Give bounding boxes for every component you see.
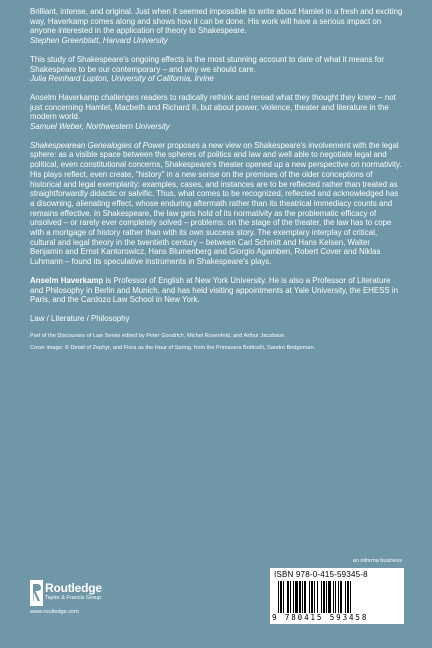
barcode-bar xyxy=(338,581,339,613)
cover-credit: Cover image: © Detail of Zephyr, and Flora as the Hour of Spring, from the Primavera Botticelli, Sandro Bridgeman. xyxy=(30,344,316,351)
informa-label: an informa business xyxy=(352,558,402,564)
blurb-quote: Anselm Haverkamp challenges readers to radically rethink and reread what they thought they knew – not just concerning Hamlet, Macbeth and Richard II, but about power, violence, theater and literature in the modern world. xyxy=(30,92,396,122)
barcode-bar xyxy=(321,581,322,613)
barcode-bar xyxy=(278,581,279,613)
barcode-bar xyxy=(347,581,349,613)
barcode-digits: 9 780415 593458 xyxy=(272,613,369,622)
blurb-lupton xyxy=(30,55,404,84)
isbn-barcode xyxy=(270,568,404,624)
barcode-bar xyxy=(280,581,282,613)
book-description xyxy=(30,141,404,267)
footer xyxy=(30,558,404,632)
barcode-bar xyxy=(340,581,342,613)
barcode-bar xyxy=(295,581,298,613)
barcode-bar xyxy=(323,581,325,613)
blurb-attribution: Samuel Weber, Northwestern University xyxy=(30,122,170,132)
barcode-bar xyxy=(311,581,313,613)
barcode-bar xyxy=(326,581,327,613)
barcode-bars xyxy=(278,581,396,613)
barcode-bar xyxy=(309,581,310,613)
barcode-bar xyxy=(299,581,301,613)
blurb-greenblatt xyxy=(30,7,404,46)
isbn-label: ISBN 978-0-415-59345-8 xyxy=(274,570,368,579)
routledge-r-icon xyxy=(30,580,43,606)
book-title: Shakespearean Genealogies of Power xyxy=(30,140,166,150)
description-body: proposes a new view on Shakespeare's involvement with the legal sphere: as a visible space between the spheres of politics and law and well able to negotiate legal and political, even constitutional concerns, Shakespeare's theater opened up a new perspective on normativity. His plays reflect, even create, "history" in a new sense on the premises of the older conceptions of historical and legal exemplarity: examples, cases, and instances are to be reflected rather than treated as straightforwardly didactic or salvific. Thus, what comes to be recognized, reflected and acknowledged has a disowning, alienating effect, whose enduring aftermath rather than its theatrical immediacy counts and remains effective. In Shakespeare, the law gets hold of its normativity as the problematic efficacy of unsolved – or rarely ever completely solved – problems: on the stage of the theater, the law has to cope with a mortgage of history rather than with its own success story. The exemplary interplay of critical, cultural and legal theory in the twentieth century – between Carl Schmitt and Hans Kelsen, Walter Benjamin and Ernst Kantorowicz, Hans Blumenberg and Giorgio Agamben, Robert Cover and Niklas Luhmann – found its speculative instruments in Shakespeare's plays. xyxy=(30,140,402,267)
author-name: Anselm Haverkamp xyxy=(30,275,104,285)
barcode-bar xyxy=(333,581,334,613)
barcode-bar xyxy=(287,581,289,613)
barcode-bar xyxy=(350,581,351,613)
publisher-name: Routledge xyxy=(45,581,102,595)
blurb-quote: This study of Shakespeare's ongoing effects is the most stunning account to date of what it means for Shakespeare to be our contemporary – and why we should care. xyxy=(30,54,385,74)
barcode-bar xyxy=(283,581,284,613)
barcode-bar xyxy=(290,581,291,613)
author-bio xyxy=(30,276,404,305)
publisher-logo xyxy=(30,580,150,620)
blurb-quote: Brilliant, intense, and original. Just when it seemed impossible to write about Hamlet in a fresh and exciting way, Haverkamp comes along and shows how it can be done. His work will have a serious impact on anyone interested in the application of theory to Shakespeare. xyxy=(30,7,403,36)
barcode-bar xyxy=(328,581,331,613)
barcode-bar xyxy=(314,581,315,613)
subject-categories: Law / Literature / Philosophy xyxy=(30,313,130,323)
publisher-group: Taylor & Francis Group xyxy=(45,595,102,601)
barcode-bar xyxy=(293,581,294,613)
blurb-weber xyxy=(30,93,404,132)
barcode-bar xyxy=(317,581,318,613)
author-bio-text: is Professor of English at New York University. He is also a Professor of Literature and Philosophy in Berlin and Munich, and has held visiting appointments at Yale University, the EHESS in Paris, and the Cardozo Law School in New York. xyxy=(30,275,398,305)
barcode-bar xyxy=(335,581,336,613)
barcode-bar xyxy=(302,581,303,613)
publisher-url: www.routledge.com xyxy=(30,609,79,615)
series-note: Part of the Discourses of Law Series edited by Peter Goodrich, Michel Rosenfeld, and Arthur Jacobson. xyxy=(30,332,286,339)
blurb-attribution: Stephen Greenblatt, Harvard University xyxy=(30,36,168,46)
barcode-bar xyxy=(345,581,346,613)
blurb-attribution: Julia Reinhard Lupton, University of California, Irvine xyxy=(30,74,214,84)
barcode-bar xyxy=(304,581,306,613)
